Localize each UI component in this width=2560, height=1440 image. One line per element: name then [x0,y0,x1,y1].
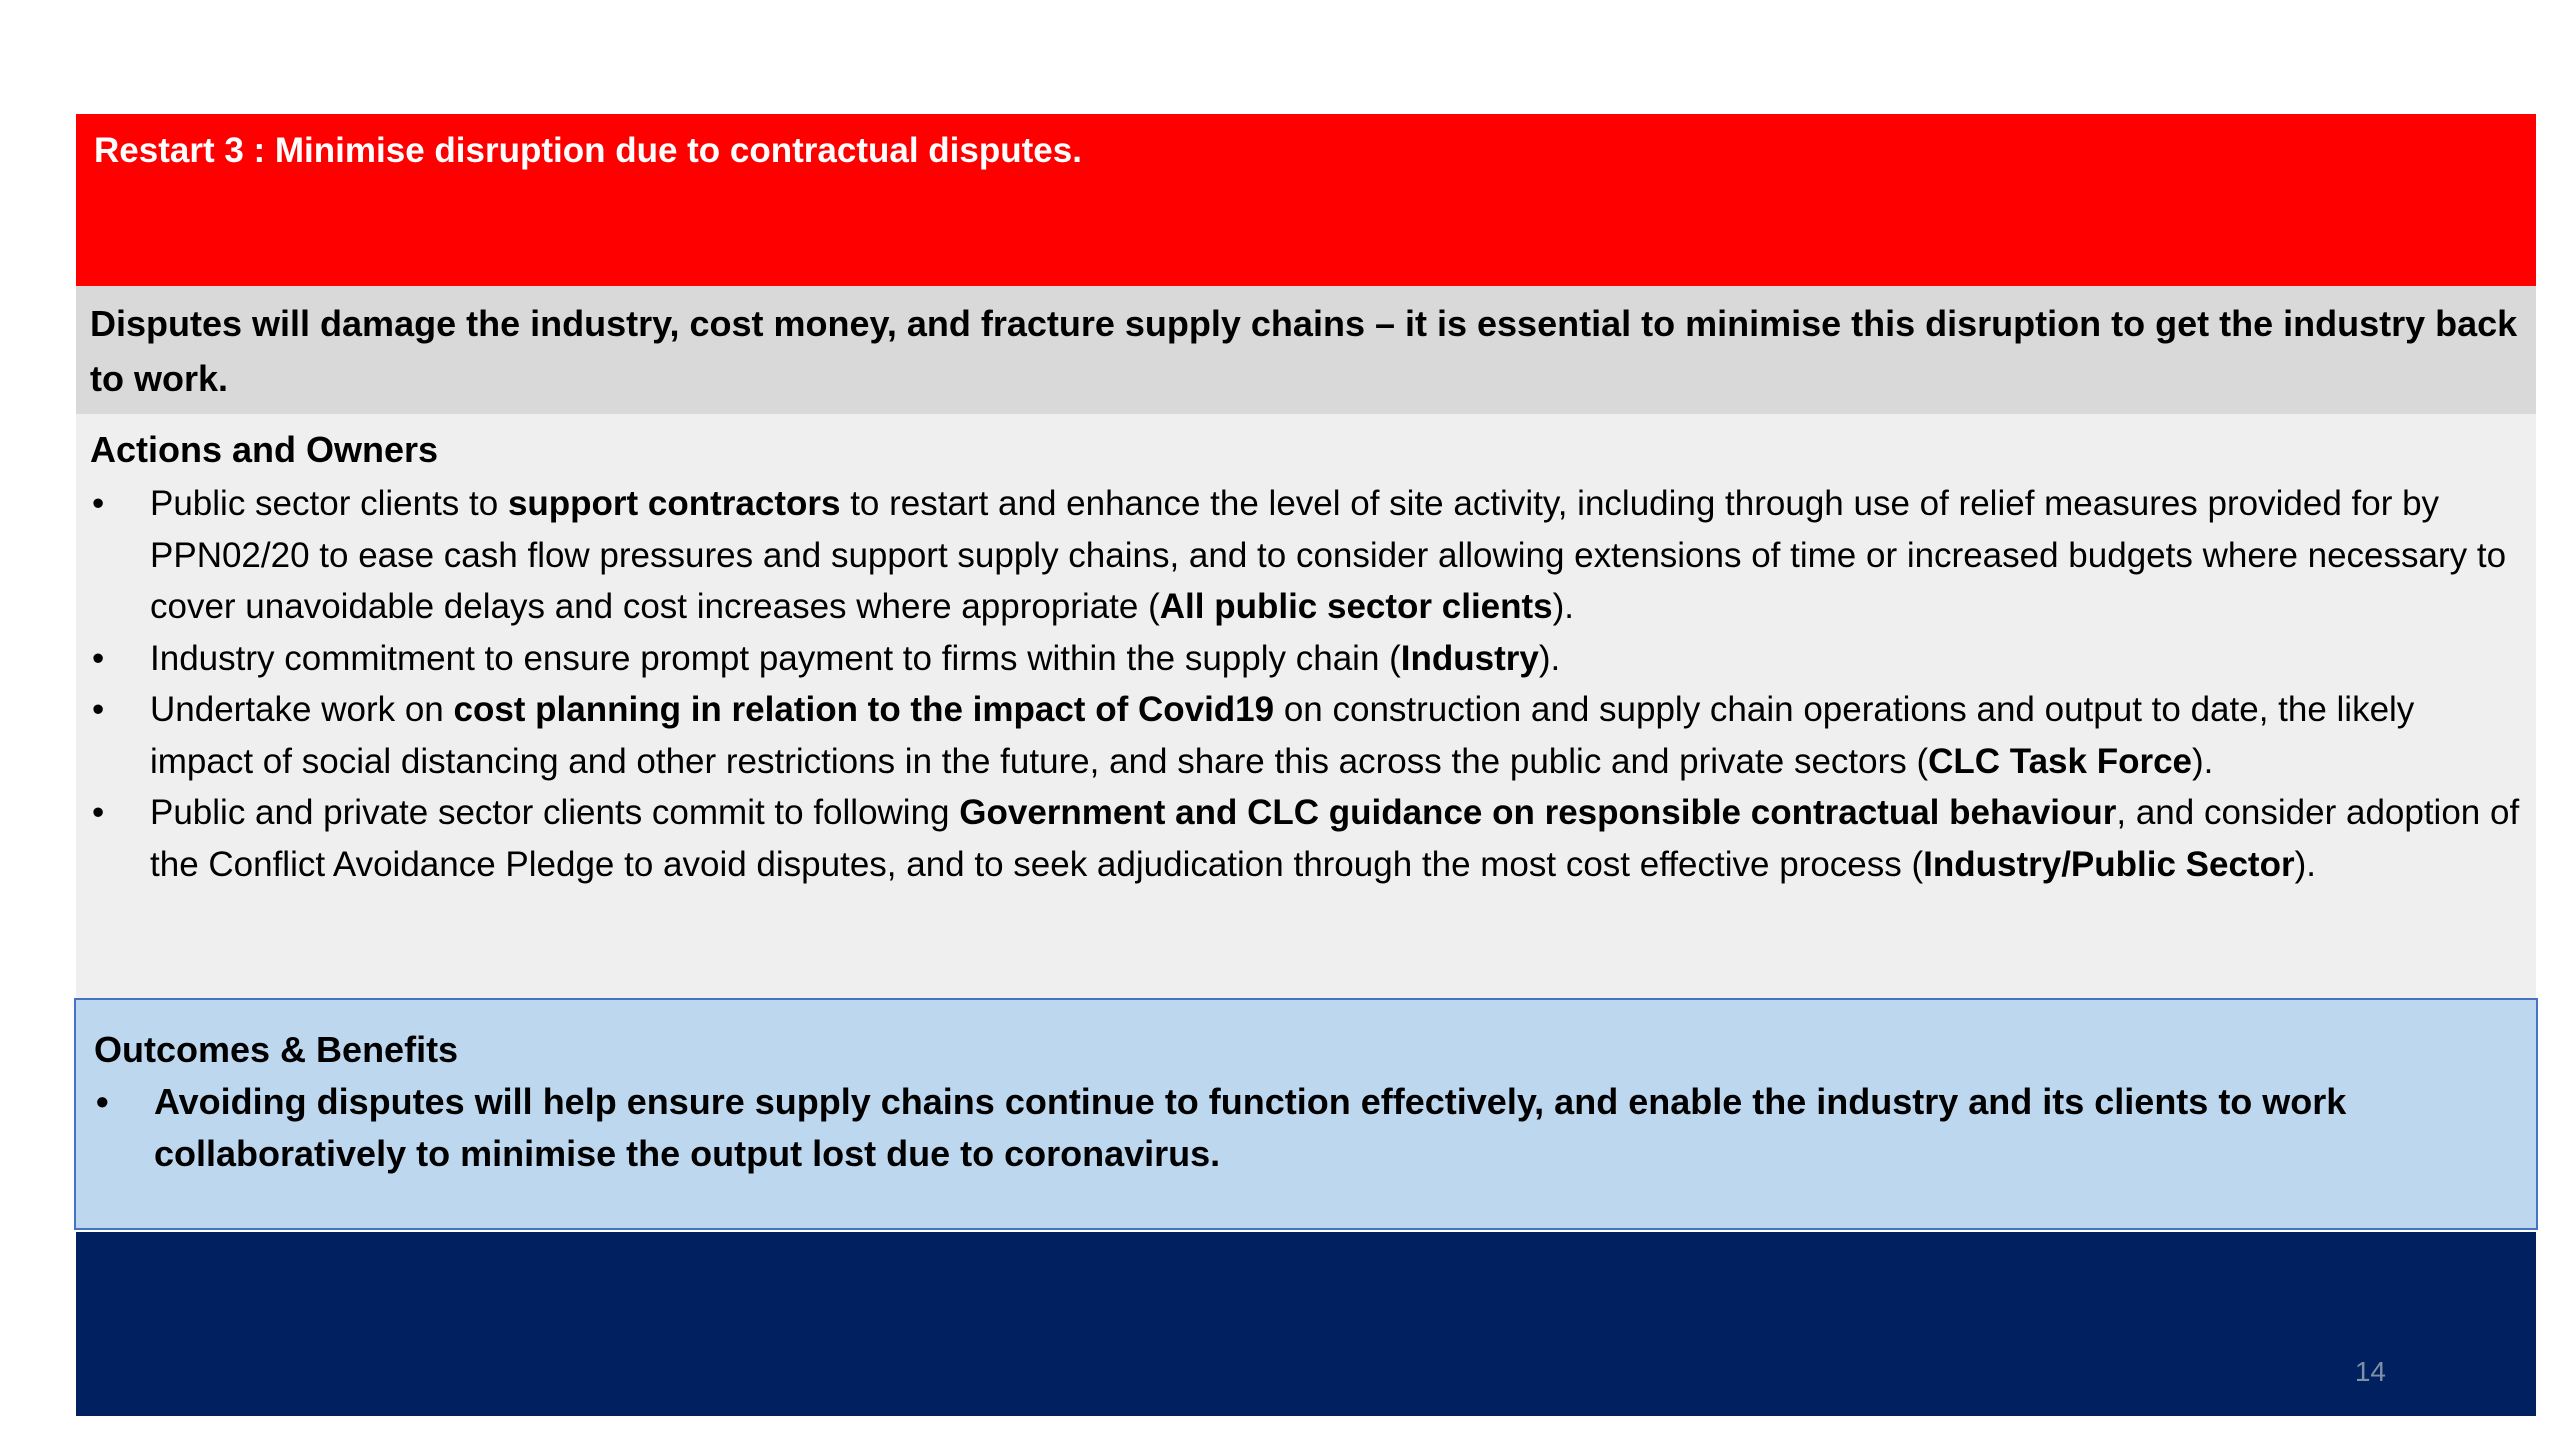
bullet-icon: • [96,1081,109,1122]
item-text: Public and private sector clients commit to following [150,793,960,832]
item-owner: CLC Task Force [1928,741,2193,781]
item-text: ). [2192,741,2214,781]
item-text: ). [2294,844,2316,884]
outcomes-heading: Outcomes & Benefits [94,1029,459,1070]
item-text: , and consider adoption of the Conflict Avoidance Pledge to avoid disputes, and to seek adjudication through the most cost effective process ( [150,793,2520,884]
list-item [90,787,2522,890]
actions-section [76,414,2536,998]
slide-title: Restart 3 : Minimise disruption due to contractual disputes. [94,131,1082,170]
list-item [90,633,2522,685]
list-item [90,684,2522,787]
item-text: ). [1538,638,1561,678]
item-text: Avoiding disputes will help ensure supply chains continue to function effectively, and enable the industry and its clients to work collaboratively to minimise the output lost due to coronavirus. [154,1081,2347,1174]
outcomes-section [74,998,2538,1230]
item-owner: Industry [1400,638,1539,678]
bullet-icon: • [92,793,105,832]
item-text: on construction and supply chain operations and output to date, the likely impact of social distancing and other restrictions in the future, and share this across the public and private sectors ( [150,690,2415,781]
item-emphasis: Government and CLC guidance on responsible contractual behaviour [959,793,2117,832]
list-item [94,1076,2518,1180]
item-emphasis: cost planning in relation to the impact of Covid19 [453,690,1275,729]
actions-heading: Actions and Owners [90,429,439,470]
outcomes-list [94,1076,2518,1180]
item-owner: Industry/Public Sector [1923,844,2295,884]
title-banner [76,114,2536,286]
actions-list [90,478,2522,890]
bullet-icon: • [92,484,105,523]
item-text: to restart and enhance the level of site activity, including through use of relief measures provided for by PPN02/20 to ease cash flow pressures and support supply chains, and to consider allowing extensions of time or increased budgets where necessary to cover unavoidable delays and cost increases where appropriate ( [150,484,2507,626]
page-number: 14 [2354,1356,2386,1387]
bullet-icon: • [92,690,105,729]
item-emphasis: support contractors [507,484,841,523]
item-text: Industry commitment to ensure prompt payment to firms within the supply chain ( [150,638,1401,678]
item-text: Undertake work on [150,690,454,729]
item-text: ). [1552,587,1575,626]
bullet-icon: • [92,638,105,678]
summary-box [76,286,2536,414]
item-text: Public sector clients to [150,484,508,523]
summary-text: Disputes will damage the industry, cost money, and fracture supply chains – it is essential to minimise this disruption to get the industry back to work. [90,303,2518,399]
footer-band [76,1232,2536,1416]
list-item [90,478,2522,633]
item-owner: All public sector clients [1159,587,1553,626]
